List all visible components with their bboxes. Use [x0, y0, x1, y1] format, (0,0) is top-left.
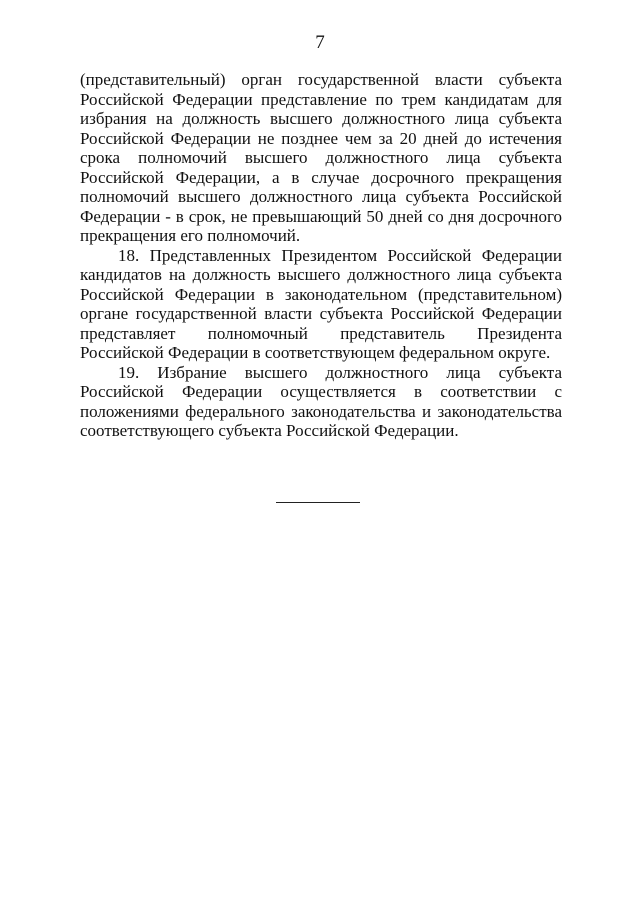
- end-of-text-rule: [276, 502, 360, 503]
- page-number: 7: [315, 32, 325, 53]
- paragraph-continuation: (представительный) орган государственной власти субъекта Российской Федерации представление по трем кандидатам для избрания на должность высшего должностного лица субъекта Российской Федерации не позднее чем за 20 дней до истечения срока полномочий высшего должностного лица субъекта Российской Федерации, а в случае досрочного прекращения полномочий высшего должностного лица субъекта Российской Федерации - в срок, не превышающий 50 дней со дня досрочного прекращения его полномочий.: [80, 70, 562, 245]
- paragraph-item-19: 19. Избрание высшего должностного лица субъекта Российской Федерации осуществляется в соответствии с положениями федерального законодательства и законодательства соответствующего субъекта Российской Федерации.: [80, 362, 562, 440]
- paragraph-item-18: 18. Представленных Президентом Российской Федерации кандидатов на должность высшего должностного лица субъекта Российской Федерации в законодательном (представительном) органе государственной власти субъекта Российской Федерации представляет полномочный представитель Президента Российской Федерации в соответствующем федеральном округе.: [80, 245, 562, 362]
- document-body: [80, 70, 562, 441]
